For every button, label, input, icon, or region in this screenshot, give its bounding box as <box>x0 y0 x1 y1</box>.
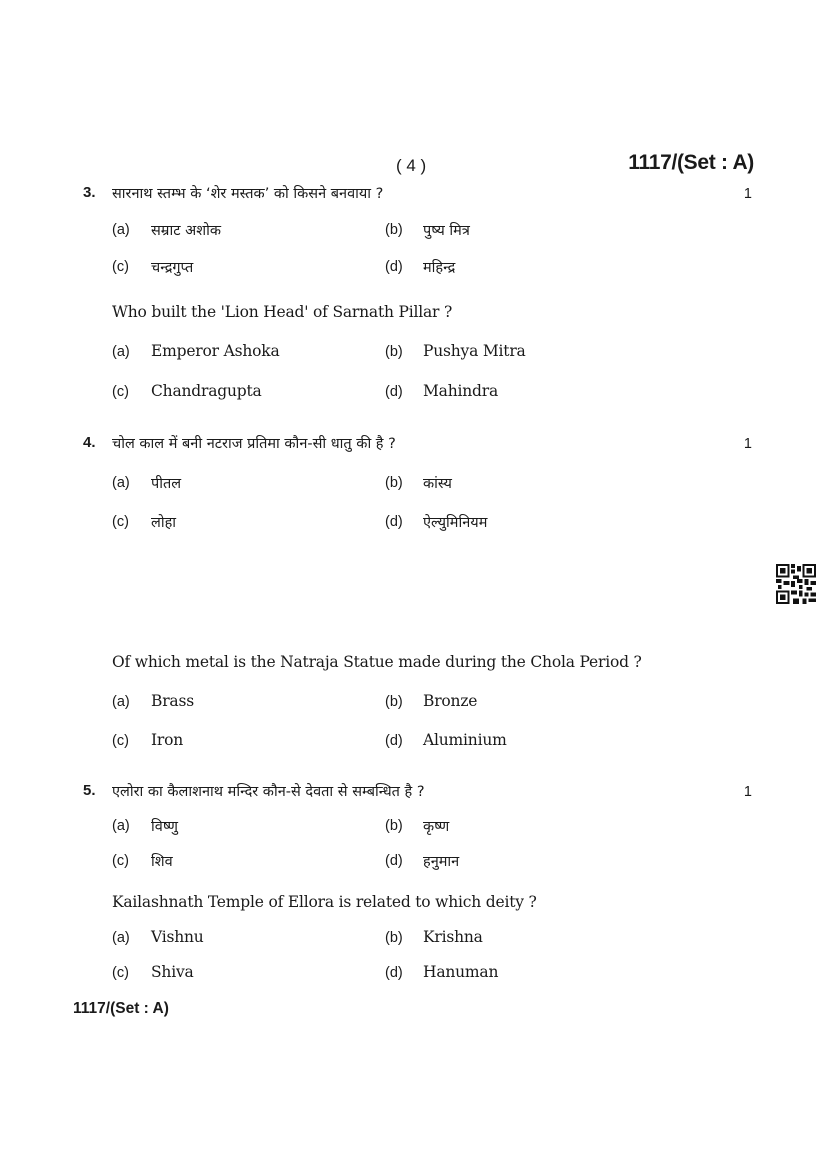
option-label: (d) <box>385 733 403 749</box>
option-label: (c) <box>112 733 129 749</box>
option-label: (a) <box>112 475 130 491</box>
option-text: Iron <box>151 731 184 749</box>
option-text: पुष्य मित्र <box>423 223 470 239</box>
question-text-hindi: चोल काल में बनी नटराज प्रतिमा कौन-सी धातु की है ? <box>112 436 396 452</box>
option-label: (b) <box>385 222 403 238</box>
option-label: (d) <box>385 853 403 869</box>
option-label: (c) <box>112 965 129 981</box>
question-number: 4. <box>83 434 96 451</box>
option-label: (c) <box>112 384 129 400</box>
qr-code-icon <box>776 564 816 604</box>
option-label: (a) <box>112 222 130 238</box>
option-text: Krishna <box>423 928 483 946</box>
option-text: महिन्द्र <box>423 260 456 276</box>
question-text-english: Kailashnath Temple of Ellora is related to which deity ? <box>112 893 537 911</box>
option-text: विष्णु <box>151 819 178 835</box>
question-marks: 1 <box>743 186 752 202</box>
paper-code-footer: 1117/(Set : A) <box>73 1000 169 1017</box>
option-text: शिव <box>151 854 173 870</box>
option-text: सम्राट अशोक <box>151 223 221 239</box>
option-label: (d) <box>385 514 403 530</box>
option-text: Brass <box>151 692 194 710</box>
paper-code-header: 1117/(Set : A) <box>628 151 754 174</box>
question-marks: 1 <box>743 436 752 452</box>
page-number: ( 4 ) <box>396 156 427 175</box>
option-text: कांस्य <box>423 476 452 492</box>
option-text: Bronze <box>423 692 478 710</box>
option-text: Shiva <box>151 963 194 981</box>
option-label: (a) <box>112 930 130 946</box>
option-label: (b) <box>385 818 403 834</box>
option-label: (b) <box>385 475 403 491</box>
option-text: Mahindra <box>423 382 499 400</box>
option-label: (c) <box>112 853 129 869</box>
option-label: (a) <box>112 694 130 710</box>
option-label: (d) <box>385 965 403 981</box>
option-text: Vishnu <box>151 928 204 946</box>
option-text: ऐल्युमिनियम <box>423 515 488 531</box>
question-text-english: Of which metal is the Natraja Statue made during the Chola Period ? <box>112 653 642 671</box>
option-label: (d) <box>385 384 403 400</box>
option-label: (b) <box>385 930 403 946</box>
option-label: (b) <box>385 694 403 710</box>
option-text: पीतल <box>151 476 182 492</box>
question-marks: 1 <box>743 784 752 800</box>
question-number: 3. <box>83 184 96 201</box>
option-label: (c) <box>112 514 129 530</box>
question-text-hindi: सारनाथ स्तम्भ के ‘शेर मस्तक’ को किसने बनवाया ? <box>112 186 384 202</box>
option-label: (c) <box>112 259 129 275</box>
option-text: कृष्ण <box>423 819 450 835</box>
option-label: (b) <box>385 344 403 360</box>
option-text: लोहा <box>151 515 177 531</box>
option-text: हनुमान <box>423 854 460 870</box>
option-text: Aluminium <box>423 731 507 749</box>
question-text-hindi: एलोरा का कैलाशनाथ मन्दिर कौन-से देवता से सम्बन्धित है ? <box>112 784 425 800</box>
question-text-english: Who built the 'Lion Head' of Sarnath Pillar ? <box>112 303 453 321</box>
question-number: 5. <box>83 782 96 799</box>
option-label: (a) <box>112 344 130 360</box>
option-label: (d) <box>385 259 403 275</box>
option-text: Emperor Ashoka <box>151 342 280 360</box>
option-text: चन्द्रगुप्त <box>151 260 194 276</box>
option-text: Pushya Mitra <box>423 342 526 360</box>
option-text: Hanuman <box>423 963 499 981</box>
option-label: (a) <box>112 818 130 834</box>
option-text: Chandragupta <box>151 382 262 400</box>
